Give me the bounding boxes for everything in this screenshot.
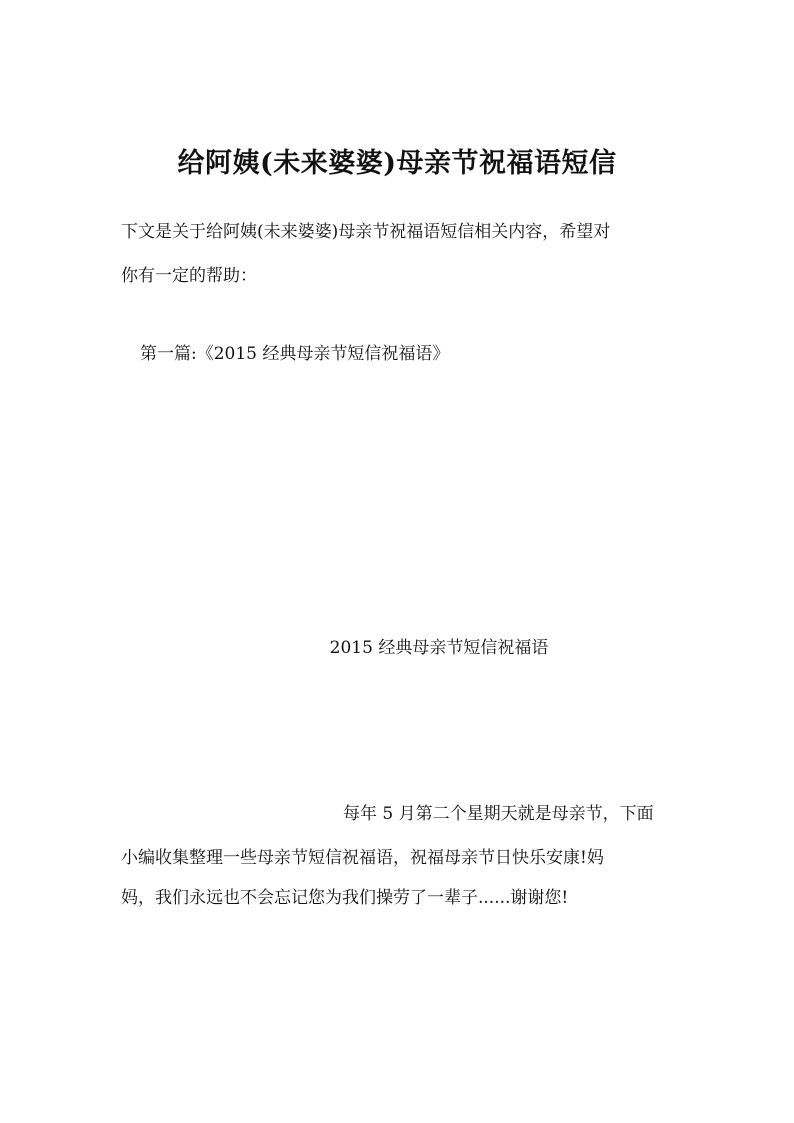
body-line-1: 每年 5 月第二个星期天就是母亲节，下面 bbox=[343, 804, 654, 824]
body-line-2: 小编收集整理一些母亲节短信祝福语，祝福母亲节日快乐安康!妈 bbox=[121, 848, 604, 868]
chapter-heading: 第一篇:《2015 经典母亲节短信祝福语》 bbox=[140, 344, 450, 364]
section-title: 2015 经典母亲节短信祝福语 bbox=[329, 638, 549, 658]
document-title: 给阿姨(未来婆婆)母亲节祝福语短信 bbox=[177, 148, 617, 179]
intro-line-2: 你有一定的帮助： bbox=[121, 266, 257, 286]
body-line-3: 妈，我们永远也不会忘记您为我们操劳了一辈子......谢谢您! bbox=[121, 888, 569, 908]
intro-line-1: 下文是关于给阿姨(未来婆婆)母亲节祝福语短信相关内容，希望对 bbox=[121, 222, 611, 242]
